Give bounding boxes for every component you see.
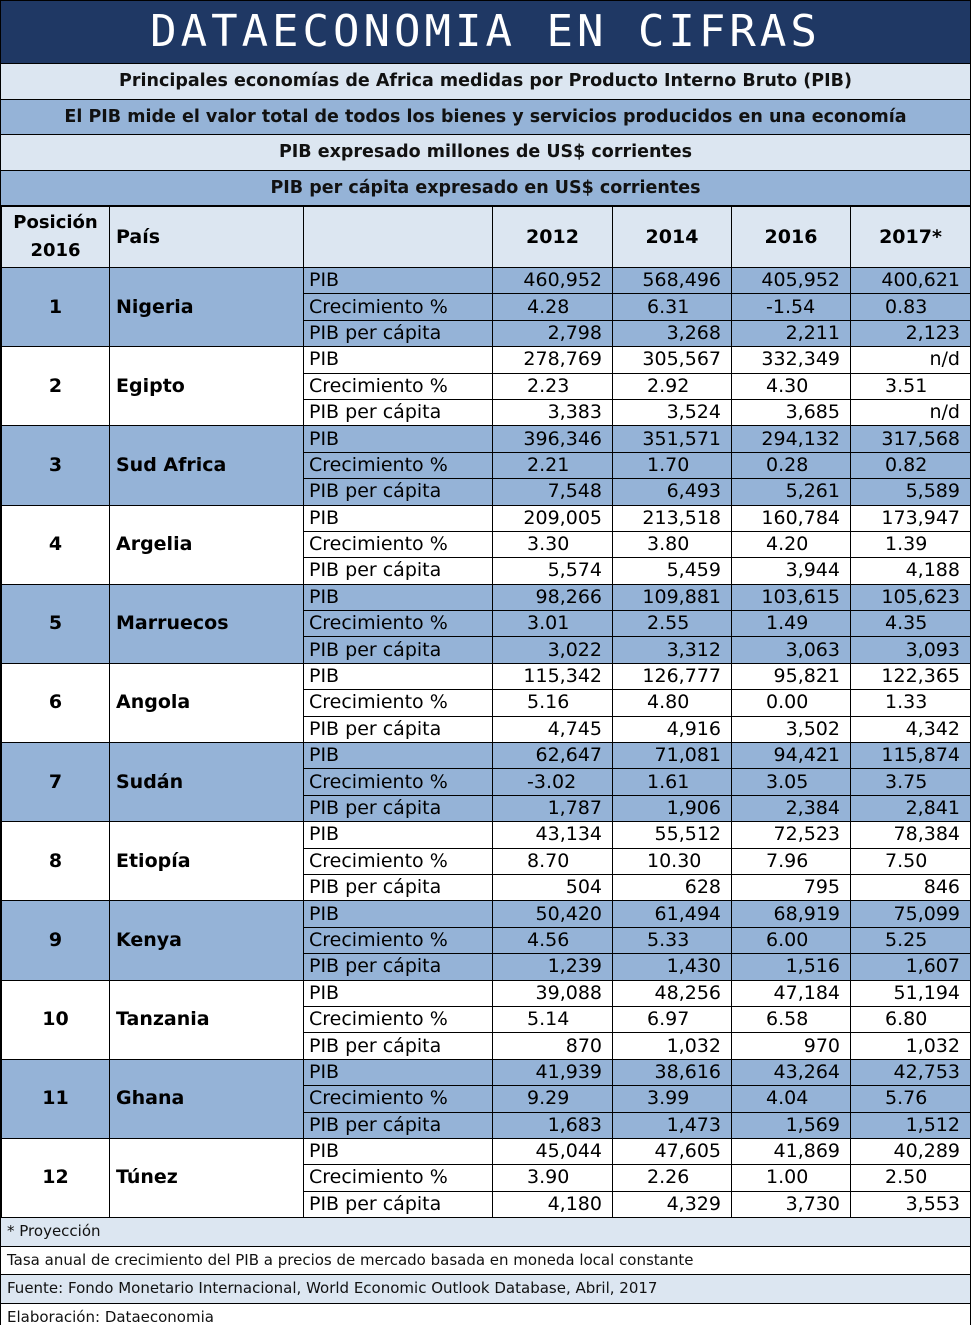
value-cell: 5,589 <box>851 479 971 505</box>
value-cell: 1,032 <box>851 1033 971 1059</box>
value-cell: 2.50 <box>851 1165 971 1191</box>
value-cell: 1,032 <box>613 1033 732 1059</box>
country-name-cell: Nigeria <box>110 268 304 347</box>
value-cell: 1,512 <box>851 1112 971 1138</box>
value-cell: 5,261 <box>732 479 851 505</box>
value-cell: 3.75 <box>851 769 971 795</box>
country-name-cell: Sudán <box>110 743 304 822</box>
value-cell: 4,342 <box>851 716 971 742</box>
value-cell: 0.83 <box>851 294 971 320</box>
value-cell: 3,944 <box>732 558 851 584</box>
metric-label-cell: PIB per cápita <box>304 1033 493 1059</box>
value-cell: 38,616 <box>613 1059 732 1085</box>
value-cell: 109,881 <box>613 584 732 610</box>
metric-label-cell: PIB per cápita <box>304 874 493 900</box>
metric-label-cell: PIB <box>304 980 493 1006</box>
position-cell: 4 <box>2 505 110 584</box>
table-row <box>2 1138 971 1164</box>
value-cell: 1,906 <box>613 795 732 821</box>
metric-label-cell: PIB <box>304 426 493 452</box>
table-row <box>2 1059 971 1085</box>
footnote-projection: * Proyección <box>1 1218 970 1247</box>
value-cell: 94,421 <box>732 743 851 769</box>
metric-label-cell: Crecimiento % <box>304 1086 493 1112</box>
value-cell: 4.56 <box>493 927 613 953</box>
value-cell: 6.00 <box>732 927 851 953</box>
metric-label-cell: PIB per cápita <box>304 399 493 425</box>
position-cell: 2 <box>2 347 110 426</box>
metric-label-cell: Crecimiento % <box>304 452 493 478</box>
table-row <box>2 347 971 373</box>
country-name-cell: Tanzania <box>110 980 304 1059</box>
metric-label-cell: PIB <box>304 505 493 531</box>
value-cell: 405,952 <box>732 268 851 294</box>
value-cell: 50,420 <box>493 901 613 927</box>
position-cell: 7 <box>2 743 110 822</box>
value-cell: 1.00 <box>732 1165 851 1191</box>
value-cell: 3,730 <box>732 1191 851 1217</box>
value-cell: 213,518 <box>613 505 732 531</box>
position-cell: 10 <box>2 980 110 1059</box>
value-cell: 2,798 <box>493 320 613 346</box>
metric-label-cell: Crecimiento % <box>304 373 493 399</box>
value-cell: 48,256 <box>613 980 732 1006</box>
country-name-cell: Ghana <box>110 1059 304 1138</box>
value-cell: 72,523 <box>732 822 851 848</box>
position-header-line1: Posición <box>13 212 98 233</box>
value-cell: 3,093 <box>851 637 971 663</box>
value-cell: 3,268 <box>613 320 732 346</box>
value-cell: 173,947 <box>851 505 971 531</box>
country-name-cell: Etiopía <box>110 822 304 901</box>
value-cell: 3.99 <box>613 1086 732 1112</box>
value-cell: 40,289 <box>851 1138 971 1164</box>
metric-label-cell: PIB per cápita <box>304 954 493 980</box>
value-cell: 332,349 <box>732 347 851 373</box>
metric-label-cell: PIB per cápita <box>304 558 493 584</box>
value-cell: 8.70 <box>493 848 613 874</box>
value-cell: 6.97 <box>613 1006 732 1032</box>
value-cell: 98,266 <box>493 584 613 610</box>
table-row <box>2 901 971 927</box>
value-cell: 0.82 <box>851 452 971 478</box>
value-cell: 71,081 <box>613 743 732 769</box>
value-cell: 3,383 <box>493 399 613 425</box>
value-cell: 2.55 <box>613 611 732 637</box>
metric-label-cell: Crecimiento % <box>304 531 493 557</box>
value-cell: 294,132 <box>732 426 851 452</box>
metric-header <box>304 207 493 268</box>
value-cell: 103,615 <box>732 584 851 610</box>
value-cell: 3,022 <box>493 637 613 663</box>
value-cell: -3.02 <box>493 769 613 795</box>
value-cell: 1.49 <box>732 611 851 637</box>
metric-label-cell: PIB <box>304 584 493 610</box>
value-cell: 6.80 <box>851 1006 971 1032</box>
value-cell: 4,180 <box>493 1191 613 1217</box>
value-cell: 45,044 <box>493 1138 613 1164</box>
table-row <box>2 584 971 610</box>
position-cell: 8 <box>2 822 110 901</box>
table-title: Principales economías de Africa medidas por Producto Interno Bruto (PIB) <box>1 64 970 100</box>
value-cell: 0.28 <box>732 452 851 478</box>
table-header-row <box>2 207 971 268</box>
value-cell: 460,952 <box>493 268 613 294</box>
table-row <box>2 822 971 848</box>
value-cell: 3,553 <box>851 1191 971 1217</box>
country-name-cell: Kenya <box>110 901 304 980</box>
value-cell: 5.76 <box>851 1086 971 1112</box>
value-cell: 4.28 <box>493 294 613 320</box>
position-header <box>2 207 110 268</box>
value-cell: 41,939 <box>493 1059 613 1085</box>
value-cell: 6.31 <box>613 294 732 320</box>
position-cell: 1 <box>2 268 110 347</box>
value-cell: 351,571 <box>613 426 732 452</box>
value-cell: 95,821 <box>732 663 851 689</box>
metric-label-cell: PIB <box>304 743 493 769</box>
value-cell: 4.35 <box>851 611 971 637</box>
value-cell: 1,239 <box>493 954 613 980</box>
position-header-line2: 2016 <box>30 240 81 261</box>
value-cell: 3,312 <box>613 637 732 663</box>
value-cell: 5.33 <box>613 927 732 953</box>
metric-label-cell: PIB <box>304 663 493 689</box>
value-cell: 4.20 <box>732 531 851 557</box>
country-name-cell: Argelia <box>110 505 304 584</box>
position-cell: 9 <box>2 901 110 980</box>
value-cell: 1.61 <box>613 769 732 795</box>
value-cell: 2,123 <box>851 320 971 346</box>
country-name-cell: Angola <box>110 663 304 742</box>
metric-label-cell: PIB <box>304 1138 493 1164</box>
footnote-growth: Tasa anual de crecimiento del PIB a precios de mercado basada en moneda local constante <box>1 1247 970 1276</box>
value-cell: 2.23 <box>493 373 613 399</box>
value-cell: 1,473 <box>613 1112 732 1138</box>
position-cell: 12 <box>2 1138 110 1217</box>
banner-title: DATAECONOMIA EN CIFRAS <box>1 1 970 64</box>
value-cell: 3.90 <box>493 1165 613 1191</box>
value-cell: 1.39 <box>851 531 971 557</box>
value-cell: 568,496 <box>613 268 732 294</box>
value-cell: 4,188 <box>851 558 971 584</box>
metric-label-cell: PIB per cápita <box>304 320 493 346</box>
value-cell: 1.33 <box>851 690 971 716</box>
value-cell: 42,753 <box>851 1059 971 1085</box>
units-note-per-capita: PIB per cápita expresado en US$ corrientes <box>1 171 970 207</box>
value-cell: 51,194 <box>851 980 971 1006</box>
value-cell: 47,605 <box>613 1138 732 1164</box>
value-cell: 41,869 <box>732 1138 851 1164</box>
value-cell: 4,916 <box>613 716 732 742</box>
year-header: 2014 <box>613 207 732 268</box>
metric-label-cell: PIB per cápita <box>304 1112 493 1138</box>
metric-label-cell: Crecimiento % <box>304 848 493 874</box>
metric-label-cell: Crecimiento % <box>304 769 493 795</box>
value-cell: 3,502 <box>732 716 851 742</box>
value-cell: 2.92 <box>613 373 732 399</box>
year-header: 2017* <box>851 207 971 268</box>
value-cell: 62,647 <box>493 743 613 769</box>
value-cell: 1,607 <box>851 954 971 980</box>
metric-label-cell: Crecimiento % <box>304 294 493 320</box>
value-cell: 209,005 <box>493 505 613 531</box>
metric-label-cell: PIB per cápita <box>304 479 493 505</box>
table-row <box>2 980 971 1006</box>
value-cell: 4.30 <box>732 373 851 399</box>
value-cell: 5.16 <box>493 690 613 716</box>
table-row <box>2 268 971 294</box>
metric-label-cell: Crecimiento % <box>304 611 493 637</box>
value-cell: 400,621 <box>851 268 971 294</box>
value-cell: 75,099 <box>851 901 971 927</box>
value-cell: 1,430 <box>613 954 732 980</box>
value-cell: -1.54 <box>732 294 851 320</box>
country-name-cell: Marruecos <box>110 584 304 663</box>
metric-label-cell: PIB <box>304 901 493 927</box>
units-note-gdp: PIB expresado millones de US$ corrientes <box>1 135 970 171</box>
value-cell: 39,088 <box>493 980 613 1006</box>
footnote-author: Elaboración: Dataeconomia <box>1 1304 970 1331</box>
metric-label-cell: PIB per cápita <box>304 795 493 821</box>
table-subtitle: El PIB mide el valor total de todos los bienes y servicios producidos en una economía <box>1 100 970 136</box>
metric-label-cell: PIB <box>304 822 493 848</box>
value-cell: 3.30 <box>493 531 613 557</box>
value-cell: n/d <box>851 399 971 425</box>
value-cell: 5.25 <box>851 927 971 953</box>
value-cell: 4,329 <box>613 1191 732 1217</box>
position-cell: 3 <box>2 426 110 505</box>
metric-label-cell: PIB per cápita <box>304 716 493 742</box>
value-cell: 795 <box>732 874 851 900</box>
value-cell: 43,264 <box>732 1059 851 1085</box>
position-cell: 6 <box>2 663 110 742</box>
value-cell: 3,685 <box>732 399 851 425</box>
value-cell: 3.80 <box>613 531 732 557</box>
value-cell: 115,342 <box>493 663 613 689</box>
metric-label-cell: PIB <box>304 347 493 373</box>
value-cell: 61,494 <box>613 901 732 927</box>
value-cell: 3,063 <box>732 637 851 663</box>
value-cell: 5,459 <box>613 558 732 584</box>
value-cell: 7,548 <box>493 479 613 505</box>
value-cell: 4,745 <box>493 716 613 742</box>
value-cell: 9.29 <box>493 1086 613 1112</box>
value-cell: 6,493 <box>613 479 732 505</box>
value-cell: 628 <box>613 874 732 900</box>
value-cell: n/d <box>851 347 971 373</box>
country-header: País <box>110 207 304 268</box>
metric-label-cell: PIB per cápita <box>304 637 493 663</box>
metric-label-cell: Crecimiento % <box>304 690 493 716</box>
value-cell: 2,841 <box>851 795 971 821</box>
value-cell: 43,134 <box>493 822 613 848</box>
value-cell: 305,567 <box>613 347 732 373</box>
metric-label-cell: PIB per cápita <box>304 1191 493 1217</box>
value-cell: 3.05 <box>732 769 851 795</box>
metric-label-cell: Crecimiento % <box>304 1165 493 1191</box>
value-cell: 846 <box>851 874 971 900</box>
country-name-cell: Sud Africa <box>110 426 304 505</box>
position-cell: 5 <box>2 584 110 663</box>
table-row <box>2 663 971 689</box>
value-cell: 78,384 <box>851 822 971 848</box>
gdp-table <box>1 206 971 1218</box>
metric-label-cell: Crecimiento % <box>304 927 493 953</box>
value-cell: 126,777 <box>613 663 732 689</box>
metric-label-cell: PIB <box>304 268 493 294</box>
value-cell: 5,574 <box>493 558 613 584</box>
value-cell: 2,384 <box>732 795 851 821</box>
value-cell: 504 <box>493 874 613 900</box>
value-cell: 5.14 <box>493 1006 613 1032</box>
position-cell: 11 <box>2 1059 110 1138</box>
value-cell: 1,787 <box>493 795 613 821</box>
value-cell: 3.01 <box>493 611 613 637</box>
country-name-cell: Túnez <box>110 1138 304 1217</box>
value-cell: 278,769 <box>493 347 613 373</box>
value-cell: 1.70 <box>613 452 732 478</box>
value-cell: 0.00 <box>732 690 851 716</box>
value-cell: 4.04 <box>732 1086 851 1112</box>
country-name-cell: Egipto <box>110 347 304 426</box>
value-cell: 970 <box>732 1033 851 1059</box>
value-cell: 2,211 <box>732 320 851 346</box>
value-cell: 317,568 <box>851 426 971 452</box>
metric-label-cell: PIB <box>304 1059 493 1085</box>
table-row <box>2 743 971 769</box>
value-cell: 4.80 <box>613 690 732 716</box>
year-header: 2012 <box>493 207 613 268</box>
table-row <box>2 426 971 452</box>
value-cell: 68,919 <box>732 901 851 927</box>
value-cell: 1,516 <box>732 954 851 980</box>
value-cell: 160,784 <box>732 505 851 531</box>
footnote-source: Fuente: Fondo Monetario Internacional, World Economic Outlook Database, Abril, 2017 <box>1 1275 970 1304</box>
value-cell: 1,569 <box>732 1112 851 1138</box>
value-cell: 870 <box>493 1033 613 1059</box>
value-cell: 6.58 <box>732 1006 851 1032</box>
value-cell: 3,524 <box>613 399 732 425</box>
metric-label-cell: Crecimiento % <box>304 1006 493 1032</box>
value-cell: 55,512 <box>613 822 732 848</box>
value-cell: 7.96 <box>732 848 851 874</box>
value-cell: 396,346 <box>493 426 613 452</box>
value-cell: 3.51 <box>851 373 971 399</box>
table-body <box>2 268 971 1218</box>
value-cell: 1,683 <box>493 1112 613 1138</box>
value-cell: 115,874 <box>851 743 971 769</box>
value-cell: 10.30 <box>613 848 732 874</box>
value-cell: 47,184 <box>732 980 851 1006</box>
value-cell: 2.26 <box>613 1165 732 1191</box>
value-cell: 105,623 <box>851 584 971 610</box>
year-header: 2016 <box>732 207 851 268</box>
value-cell: 7.50 <box>851 848 971 874</box>
value-cell: 2.21 <box>493 452 613 478</box>
value-cell: 122,365 <box>851 663 971 689</box>
table-row <box>2 505 971 531</box>
